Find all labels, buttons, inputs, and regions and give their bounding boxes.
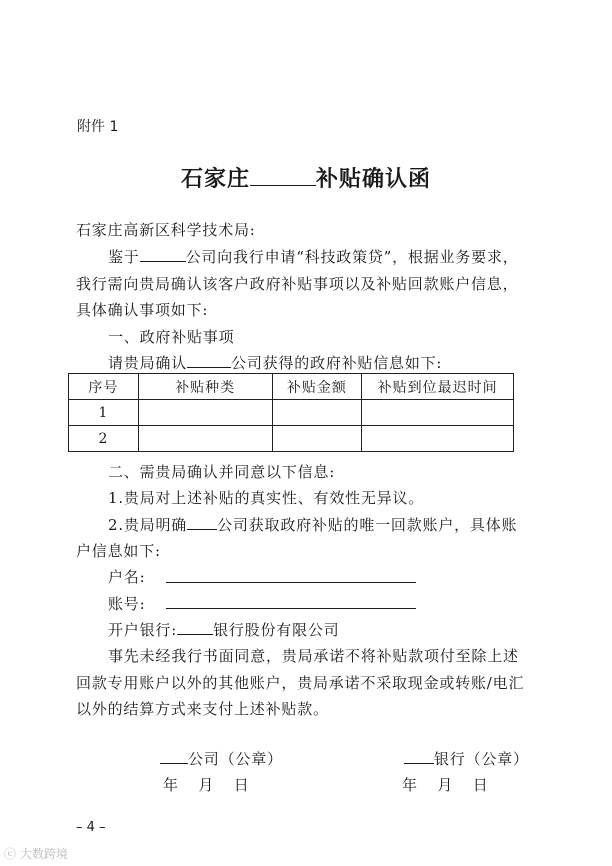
table-header-cell: 补贴到位最迟时间 xyxy=(362,374,514,400)
title-blank xyxy=(250,185,316,186)
table-row xyxy=(69,426,514,452)
bank-suffix: 银行股份有限公司 xyxy=(213,621,340,639)
table-cell xyxy=(138,426,272,452)
table-cell xyxy=(272,426,362,452)
watermark-text: 大数跨境 xyxy=(19,847,68,861)
title-suffix: 补贴确认函 xyxy=(316,167,432,192)
table-cell xyxy=(138,400,272,426)
title-prefix: 石家庄 xyxy=(180,167,250,192)
table-cell: 2 xyxy=(69,426,139,452)
addressee: 石家庄高新区科学技术局: xyxy=(76,221,256,239)
company-seal-label: 公司（公章） xyxy=(188,750,283,768)
account-number-label: 账号: xyxy=(108,595,146,613)
company-blank xyxy=(160,763,188,764)
subsidy-table xyxy=(68,373,514,452)
account-name-line xyxy=(166,582,416,583)
table-row xyxy=(69,400,514,426)
confirm-blank xyxy=(187,367,231,368)
section-2-item-1: 1.贵局对上述补贴的真实性、有效性无异议。 xyxy=(108,489,425,507)
attachment-label: 附件 1 xyxy=(77,119,119,135)
page-title xyxy=(0,162,612,193)
section-1-confirm-prefix: 请贵局确认 xyxy=(108,354,188,372)
bank-line xyxy=(108,619,339,640)
section-2-item-2-cont: 户信息如下: xyxy=(76,542,161,560)
bank-seal xyxy=(404,748,529,769)
table-header-cell: 补贴种类 xyxy=(138,374,272,400)
table-cell xyxy=(362,426,514,452)
table-cell xyxy=(272,400,362,426)
section-1-confirm-suffix: 公司获得的政府补贴信息如下: xyxy=(231,354,443,372)
bank-date-month: 月 xyxy=(437,776,454,794)
commitment-line-2: 回款专用账户以外的其他账户，贵局承诺不采取现金或转账/电汇 xyxy=(76,674,525,692)
table-header-row xyxy=(69,374,514,400)
section-2-item-2-prefix: 2.贵局明确 xyxy=(108,516,188,534)
table-cell: 1 xyxy=(69,400,139,426)
bank-label: 开户银行: xyxy=(108,621,178,639)
account-name-label: 户名: xyxy=(108,568,146,586)
intro-blank xyxy=(140,261,186,262)
section-2-item-2 xyxy=(108,514,517,535)
bank-date xyxy=(402,774,489,795)
company-date-year: 年 xyxy=(163,776,179,794)
company-date-day: 日 xyxy=(233,776,250,794)
company-date-month: 月 xyxy=(198,776,215,794)
intro-line-1 xyxy=(108,246,519,267)
account-number-line xyxy=(166,608,416,609)
section-2-heading: 二、需贵局确认并同意以下信息: xyxy=(108,463,336,481)
company-seal xyxy=(160,748,283,769)
table-cell xyxy=(362,400,514,426)
section-1-confirm xyxy=(108,352,442,373)
bank-date-year: 年 xyxy=(402,776,418,794)
bank-blank xyxy=(177,634,213,635)
table-header-cell: 序号 xyxy=(69,374,139,400)
bank-seal-blank xyxy=(404,763,434,764)
watermark-icon: ⓒ xyxy=(4,847,17,861)
table-header-cell: 补贴金额 xyxy=(272,374,362,400)
bank-date-day: 日 xyxy=(472,776,489,794)
page-number: – 4 – xyxy=(76,820,106,835)
section-2-item-2-suffix: 公司获取政府补贴的唯一回款账户，具体账 xyxy=(217,516,518,534)
intro-line-1-suffix: 公司向我行申请“科技政策贷”，根据业务要求， xyxy=(185,248,519,266)
commitment-line-1: 事先未经我行书面同意，贵局承诺不将补贴款项付至除上述 xyxy=(108,647,519,665)
section-1-heading: 一、政府补贴事项 xyxy=(108,328,235,346)
company-date xyxy=(163,774,250,795)
item-2-blank xyxy=(187,529,217,530)
watermark xyxy=(4,845,68,862)
bank-seal-label: 银行（公章） xyxy=(434,750,529,768)
commitment-line-3: 以外的结算方式来支付上述补贴款。 xyxy=(76,700,329,718)
intro-line-1-prefix: 鉴于 xyxy=(108,248,140,266)
intro-line-2: 我行需向贵局确认该客户政府补贴事项以及补贴回款账户信息， xyxy=(76,275,519,293)
intro-line-3: 具体确认事项如下: xyxy=(76,301,209,319)
